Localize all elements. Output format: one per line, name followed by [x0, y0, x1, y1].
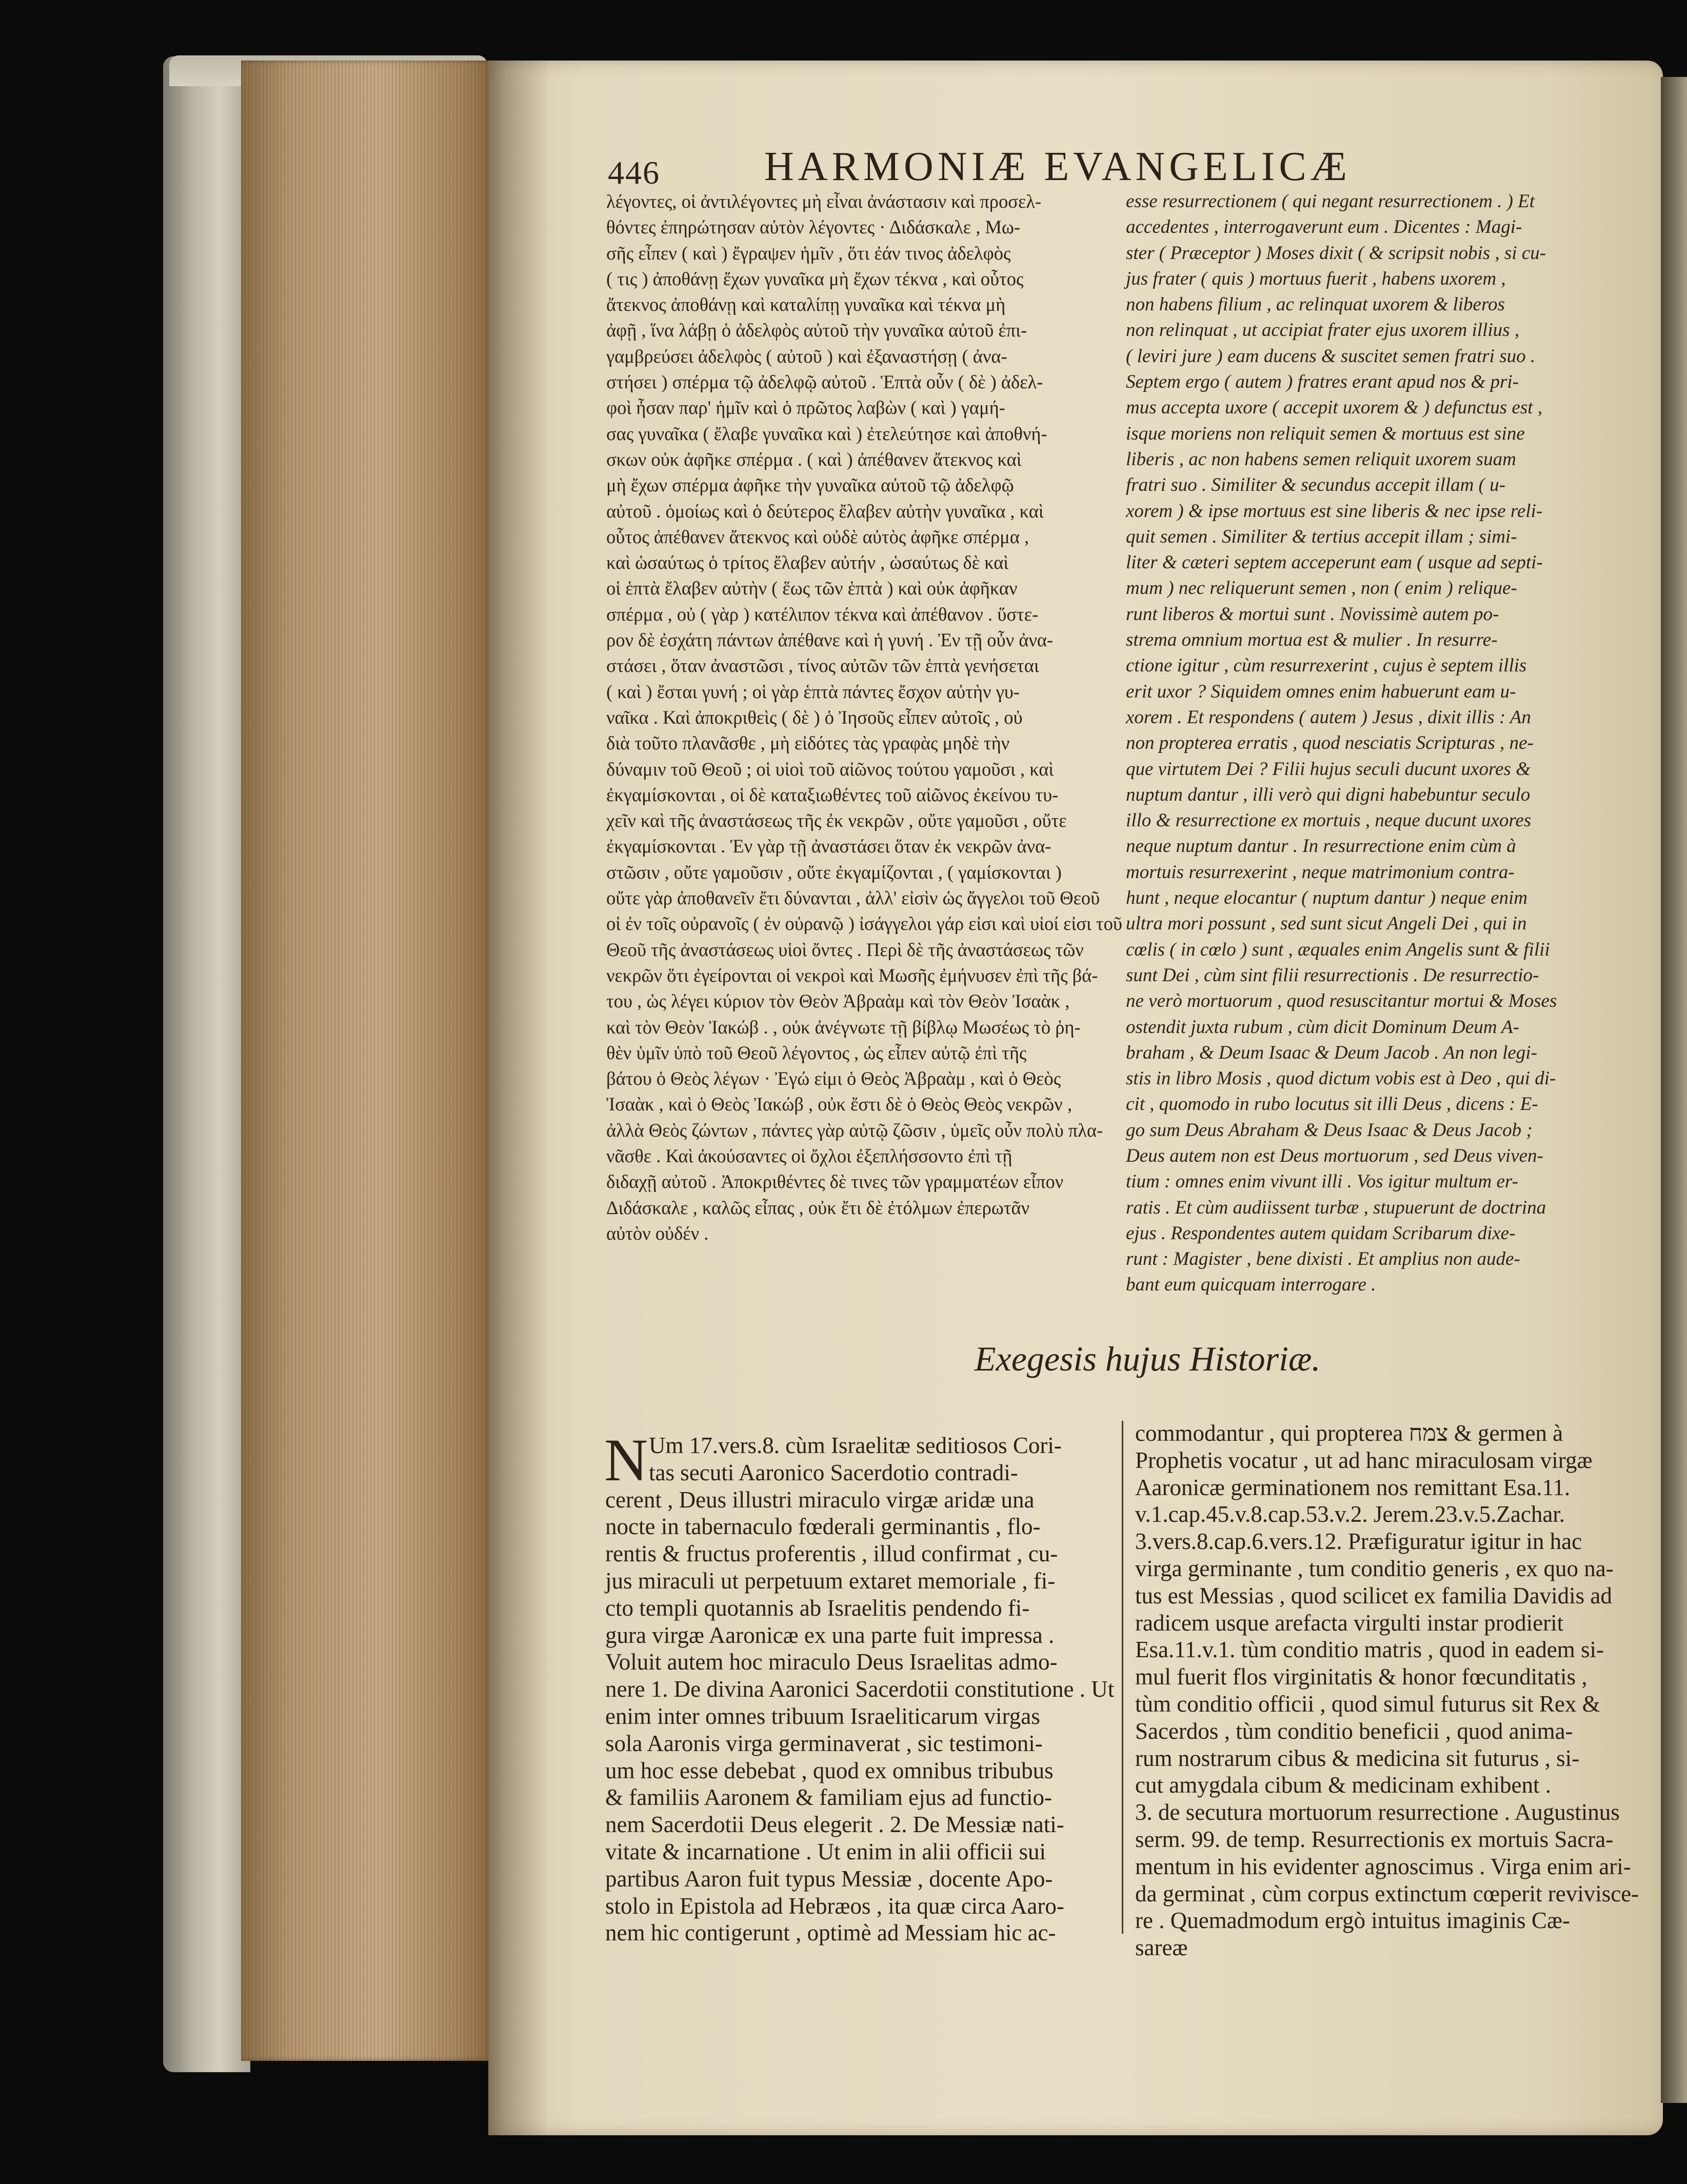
- latin-text-line: ejus . Respondentes autem quidam Scribarum dixe-: [1126, 1222, 1516, 1244]
- greek-text-line: ἐκγαμίσκονται . Ἐν γὰρ τῇ ἀναστάσει ὅταν ἐκ νεκρῶν ἀνα-: [606, 836, 1051, 857]
- latin-text-line: Septem ergo ( autem ) fratres erant apud nos & pri-: [1126, 371, 1519, 393]
- exegesis-left-line: um hoc esse debebat , quod ex omnibus tribubus: [605, 1757, 1054, 1783]
- latin-text-line: xorem ) & ipse mortuus est sine liberis & nec ipse reli-: [1126, 500, 1543, 522]
- latin-text-line: accedentes , interrogaverunt eum . Dicentes : Magi-: [1126, 216, 1522, 238]
- exegesis-right-line: serm. 99. de temp. Resurrectionis ex mortuis Sacra-: [1135, 1826, 1614, 1852]
- latin-text-line: mum ) nec reliquerunt semen , non ( enim ) relique-: [1126, 578, 1517, 599]
- exegesis-left-line: stolo in Epistola ad Hebræos , ita quæ circa Aaro-: [605, 1893, 1064, 1919]
- exegesis-right-line: tùm conditio officii , quod simul futurus sit Rex &: [1135, 1691, 1600, 1717]
- latin-text-line: illo & resurrectione ex mortuis , neque ducunt uxores: [1126, 810, 1532, 831]
- exegesis-left-line: nem hic contigerunt , optimè ad Messiam hic ac-: [605, 1920, 1056, 1946]
- greek-text-line: στάσει , ὅταν ἀναστῶσι , τίνος αὐτῶν τῶν ἑπτὰ γενήσεται: [606, 655, 1039, 677]
- latin-text-line: non habens filium , ac relinquat uxorem & liberos: [1126, 294, 1505, 315]
- greek-text-line: ( τις ) ἀποθάνῃ ἔχων γυναῖκα μὴ ἔχων τέκνα , καὶ οὗτος: [606, 268, 1024, 289]
- greek-text-line: νᾶσθε . Καὶ ἀκούσαντες οἱ ὄχλοι ἐξεπλήσσοντο ἐπὶ τῇ: [606, 1145, 1013, 1166]
- greek-text-line: Θεοῦ τῆς ἀναστάσεως υἱοὶ ὄντες . Περὶ δὲ τῆς ἀναστάσεως τῶν: [606, 939, 1084, 960]
- latin-text-line: liberis , ac non habens semen reliquit uxorem suam: [1126, 448, 1516, 470]
- drop-cap: N: [604, 1426, 648, 1494]
- exegesis-left-line: partibus Aaron fuit typus Messiæ , docente Apo-: [605, 1865, 1053, 1892]
- exegesis-right-line: 3. de secutura mortuorum resurrectione . Augustinus: [1135, 1799, 1620, 1825]
- greek-text-line: σκων οὐκ ἀφῆκε σπέρμα . ( καὶ ) ἀπέθανεν ἄτεκνος καὶ: [606, 448, 1022, 470]
- exegesis-left-line: nem Sacerdotii Deus elegerit . 2. De Messiæ nati-: [605, 1812, 1064, 1838]
- latin-text-line: quit semen . Similiter & tertius accepit illam ; simi-: [1126, 526, 1517, 547]
- latin-text-line: mortuis resurrexerint , neque matrimonium contra-: [1126, 861, 1515, 883]
- exegesis-right-line: sareæ: [1135, 1935, 1188, 1961]
- greek-text-line: του , ὡς λέγει κύριον τὸν Θεὸν Ἀβραὰμ καὶ τὸν Θεὸν Ἰσαὰκ ,: [606, 990, 1070, 1012]
- exegesis-left-line: rentis & fructus proferentis , illud confirmat , cu-: [605, 1541, 1058, 1567]
- greek-text-line: διδαχῇ αὐτοῦ . Ἀποκριθέντες δὲ τινες τῶν γραμματέων εἶπον: [606, 1171, 1064, 1193]
- greek-text-line: οὗτος ἀπέθανεν ἄτεκνος καὶ οὐδὲ αὐτὸς ἀφῆκε σπέρμα ,: [606, 526, 1029, 547]
- latin-text-line: ( leviri jure ) eam ducens & suscitet semen fratri suo .: [1126, 345, 1536, 367]
- latin-text-line: sunt Dei , cùm sint filii resurrectionis . De resurrectio-: [1126, 964, 1539, 986]
- greek-text-line: ναῖκα . Καὶ ἀποκριθεὶς ( δὲ ) ὁ Ἰησοῦς εἶπεν αὐτοῖς , οὐ: [606, 706, 1023, 728]
- exegesis-right-line: re . Quemadmodum ergò intuitus imaginis Cæ-: [1135, 1908, 1570, 1934]
- latin-text-line: runt : Magister , bene dixisti . Et amplius non aude-: [1126, 1248, 1520, 1270]
- greek-text-line: σας γυναῖκα ( ἔλαβε γυναῖκα καὶ ) ἐτελεύτησε καὶ ἀποθνή-: [606, 423, 1047, 444]
- exegesis-right-column: [1135, 1420, 1639, 1961]
- exegesis-left-line: & familiis Aaronem & familiam ejus ad functio-: [605, 1784, 1053, 1811]
- latin-text-line: isque moriens non reliquit semen & mortuus est sine: [1126, 423, 1525, 444]
- latin-text-column: [1126, 189, 1639, 1298]
- exegesis-right-line: virga germinante , tum conditio generis , ex quo na-: [1135, 1555, 1614, 1581]
- exegesis-right-line: Aaronicæ germinationem nos remittant Esa.11.: [1135, 1474, 1571, 1500]
- greek-text-line: ἄτεκνος ἀποθάνῃ καὶ καταλίπῃ γυναῖκα καὶ τέκνα μὴ: [606, 294, 1006, 315]
- facing-page-edge: [1661, 77, 1687, 2103]
- exegesis-left-line: nere 1. De divina Aaronici Sacerdotii constitutione . Ut: [605, 1676, 1115, 1702]
- exegesis-left-column: [604, 1426, 1115, 1947]
- exegesis-right-line: tus est Messias , quod scilicet ex familia Davidis ad: [1135, 1582, 1612, 1609]
- latin-text-line: ctione igitur , cùm resurrexerint , cujus è septem illis: [1126, 655, 1527, 677]
- latin-text-line: ster ( Præceptor ) Moses dixit ( & scripsit nobis , si cu-: [1126, 242, 1546, 264]
- exegesis-right-line: cut amygdala cibum & medicinam exhibent .: [1135, 1772, 1552, 1798]
- exegesis-right-line: Sacerdos , tùm conditio beneficii , quod anima-: [1135, 1718, 1573, 1744]
- greek-text-line: ( καὶ ) ἔσται γυνή ; οἱ γὰρ ἑπτὰ πάντες ἔσχον αὐτὴν γυ-: [606, 681, 1020, 702]
- greek-text-line: οἱ ἐν τοῖς οὐρανοῖς ( ἐν οὐρανῷ ) ἰσάγγελοι γάρ εἰσι καὶ υἱοί εἰσι τοῦ: [606, 913, 1122, 935]
- latin-text-line: ostendit juxta rubum , cùm dicit Dominum Deum A-: [1126, 1016, 1519, 1038]
- running-head: HARMONIÆ EVANGELICÆ: [764, 144, 1351, 189]
- exegesis-right-line: Prophetis vocatur , ut ad hanc miraculosam virgæ: [1135, 1447, 1593, 1473]
- latin-text-line: nuptum dantur , illi verò qui digni habebuntur seculo: [1126, 784, 1531, 805]
- exegesis-left-line: cerent , Deus illustri miraculo virgæ aridæ una: [605, 1486, 1035, 1513]
- latin-text-line: liter & cæteri septem acceperunt eam ( usque ad septi-: [1126, 552, 1543, 573]
- latin-text-line: mus accepta uxore ( accepit uxorem & ) defunctus est ,: [1126, 397, 1543, 419]
- exegesis-left-line: tas secuti Aaronico Sacerdotio contradi-: [649, 1459, 1018, 1485]
- latin-text-line: non relinquat , ut accipiat frater ejus uxorem illius ,: [1126, 320, 1519, 341]
- greek-text-line: λέγοντες, οἱ ἀντιλέγοντες μὴ εἶναι ἀνάστασιν καὶ προσελ-: [606, 191, 1042, 212]
- latin-text-line: runt liberos & mortui sunt . Novissimè autem po-: [1126, 603, 1499, 625]
- latin-text-line: stis in libro Mosis , quod dictum vobis est à Deo , qui di-: [1126, 1068, 1556, 1089]
- exegesis-right-line: da germinat , cùm corpus extinctum cœperit revivisce-: [1135, 1880, 1639, 1907]
- greek-text-line: βάτου ὁ Θεὸς λέγων · Ἐγώ εἰμι ὁ Θεὸς Ἀβραὰμ , καὶ ὁ Θεὸς: [606, 1068, 1061, 1089]
- exegesis-right-line: commodantur , qui propterea צמח & germen à: [1135, 1420, 1563, 1446]
- greek-text-line: νεκρῶν ὅτι ἐγείρονται οἱ νεκροὶ καὶ Μωσῆς ἐμήνυσεν ἐπὶ τῆς βά-: [606, 964, 1098, 986]
- exegesis-right-line: radicem usque arefacta virgulti instar prodierit: [1135, 1610, 1564, 1636]
- exegesis-heading: Exegesis hujus Historiæ.: [975, 1339, 1321, 1378]
- latin-text-line: bant eum quicquam interrogare .: [1126, 1274, 1376, 1296]
- greek-text-line: Ἰσαὰκ , καὶ ὁ Θεὸς Ἰακώβ , οὐκ ἔστι δὲ ὁ Θεὸς Θεὸς νεκρῶν ,: [606, 1094, 1072, 1115]
- exegesis-right-line: Esa.11.v.1. tùm conditio matris , quod in eadem si-: [1135, 1637, 1604, 1663]
- latin-text-line: braham , & Deum Isaac & Deum Jacob . An non legi-: [1126, 1042, 1537, 1063]
- latin-text-line: cœlis ( in cœlo ) sunt , æquales enim Angelis sunt & filii: [1126, 939, 1550, 960]
- exegesis-left-line: vitate & incarnatione . Ut enim in alii officii sui: [605, 1838, 1046, 1864]
- exegesis-left-line: jus miraculi ut perpetuum extaret memoriale , fi-: [605, 1567, 1056, 1594]
- latin-text-line: fratri suo . Similiter & secundus accepit illam ( u-: [1126, 474, 1505, 496]
- page-edges: [241, 61, 492, 2061]
- greek-text-line: στήσει ) σπέρμα τῷ ἀδελφῷ αὐτοῦ . Ἑπτὰ οὖν ( δὲ ) ἀδελ-: [606, 371, 1043, 393]
- greek-text-line: αὐτοῦ . ὁμοίως καὶ ὁ δεύτερος ἔλαβεν αὐτὴν γυναῖκα , καὶ: [606, 500, 1044, 522]
- greek-text-line: Διδάσκαλε , καλῶς εἶπας , οὐκ ἔτι δὲ ἐτόλμων ἐπερωτᾶν: [606, 1197, 1030, 1218]
- exegesis-left-line: enim inter omnes tribuum Israeliticarum virgas: [605, 1703, 1040, 1729]
- exegesis-left-line: Um 17.vers.8. cùm Israelitæ seditiosos Cori-: [649, 1433, 1062, 1458]
- latin-text-line: tium : omnes enim vivunt illi . Vos igitur multum er-: [1126, 1171, 1518, 1193]
- latin-text-line: ultra mori possunt , sed sunt sicut Angeli Dei , qui in: [1126, 913, 1527, 935]
- latin-text-line: non propterea erratis , quod nesciatis Scripturas , ne-: [1126, 732, 1534, 754]
- greek-text-line: θόντες ἐπηρώτησαν αὐτὸν λέγοντες · Διδάσκαλε , Μω-: [606, 216, 1021, 238]
- exegesis-left-line: nocte in tabernaculo fœderali germinantis , flo-: [605, 1514, 1041, 1540]
- latin-text-line: ratis . Et cùm audiissent turbæ , stupuerunt de doctrina: [1126, 1197, 1546, 1218]
- greek-text-line: φοὶ ἦσαν παρ' ἡμῖν καὶ ὁ πρῶτος λαβὼν ( καὶ ) γαμή-: [606, 397, 1005, 419]
- book-cover: [163, 56, 250, 2072]
- greek-text-line: οὔτε γὰρ ἀποθανεῖν ἔτι δύνανται , ἀλλ' εἰσὶν ὡς ἄγγελοι τοῦ Θεοῦ: [606, 887, 1100, 909]
- greek-text-line: μὴ ἔχων σπέρμα ἀφῆκε τὴν γυναῖκα αὐτοῦ τῷ ἀδελφῷ: [606, 474, 1014, 496]
- page-number: 446: [608, 154, 660, 191]
- greek-text-line: οἱ ἑπτὰ ἔλαβεν αὐτὴν ( ἕως τῶν ἑπτὰ ) καὶ οὐκ ἀφῆκαν: [606, 578, 1018, 599]
- exegesis-left-line: Voluit autem hoc miraculo Deus Israelitas admo-: [605, 1649, 1058, 1675]
- latin-text-line: xorem . Et respondens ( autem ) Jesus , dixit illis : An: [1126, 706, 1531, 728]
- greek-text-line: ρον δὲ ἐσχάτη πάντων ἀπέθανε καὶ ἡ γυνή . Ἐν τῇ οὖν ἀνα-: [606, 629, 1054, 651]
- latin-text-line: ne verò mortuorum , quod resuscitantur mortui & Moses: [1126, 990, 1557, 1012]
- exegesis-left-line: gura virgæ Aaronicæ ex una parte fuit impressa .: [605, 1622, 1055, 1648]
- greek-text-line: δύναμιν τοῦ Θεοῦ ; οἱ υἱοὶ τοῦ αἰῶνος τούτου γαμοῦσι , καὶ: [606, 758, 1054, 780]
- greek-text-line: χεῖν καὶ τῆς ἀναστάσεως τῆς ἐκ νεκρῶν , οὔτε γαμοῦσι , οὔτε: [606, 810, 1067, 831]
- greek-text-line: ἐκγαμίσκονται , οἱ δὲ καταξιωθέντες τοῦ αἰῶνος ἐκείνου τυ-: [606, 784, 1059, 805]
- latin-text-line: neque nuptum dantur . In resurrectione enim cùm à: [1126, 836, 1516, 857]
- latin-text-line: jus frater ( quis ) mortuus fuerit , habens uxorem ,: [1126, 268, 1506, 289]
- column-rule: [1122, 1421, 1123, 1934]
- exegesis-right-line: mentum in his evidenter agnoscimus . Virga enim ari-: [1135, 1853, 1631, 1879]
- latin-text-line: esse resurrectionem ( qui negant resurrectionem . ) Et: [1126, 191, 1535, 212]
- latin-text-line: que virtutem Dei ? Filii hujus seculi ducunt uxores &: [1126, 758, 1531, 780]
- exegesis-right-line: rum nostrarum cibus & medicina sit futurus , si-: [1135, 1745, 1580, 1771]
- greek-text-line: σπέρμα , οὐ ( γὰρ ) κατέλιπον τέκνα καὶ ἀπέθανον . ὕστε-: [606, 603, 1039, 625]
- exegesis-right-line: v.1.cap.45.v.8.cap.53.v.2. Jerem.23.v.5.Zachar.: [1135, 1501, 1565, 1527]
- gutter-shadow: [488, 61, 550, 2135]
- latin-text-line: cit , quomodo in rubo locutus sit illi Deus , dicens : E-: [1126, 1094, 1538, 1115]
- latin-text-line: strema omnium mortua est & mulier . In resurre-: [1126, 629, 1498, 651]
- latin-text-line: erit uxor ? Siquidem omnes enim habuerunt eam u-: [1126, 681, 1516, 702]
- greek-text-line: ἀφῇ , ἵνα λάβῃ ὁ ἀδελφὸς αὐτοῦ τὴν γυναῖκα αὐτοῦ ἐπι-: [606, 320, 1027, 341]
- exegesis-right-line: mul fuerit flos virginitatis & honor fœcunditatis ,: [1135, 1664, 1587, 1690]
- exegesis-left-line: cto templi quotannis ab Israelitis pendendo fi-: [605, 1595, 1030, 1621]
- greek-text-line: γαμβρεύσει ἀδελφὸς ( αὐτοῦ ) καὶ ἐξαναστήσῃ ( ἀνα-: [606, 345, 1007, 367]
- exegesis-left-line: sola Aaronis virga germinaverat , sic testimoni-: [605, 1730, 1043, 1756]
- latin-text-line: hunt , neque elocantur ( nuptum dantur ) neque enim: [1126, 887, 1528, 909]
- greek-text-line: καὶ τὸν Θεὸν Ἰακώβ . , οὐκ ἀνέγνωτε τῇ βίβλῳ Μωσέως τὸ ῥη-: [606, 1016, 1081, 1038]
- greek-text-line: θὲν ὑμῖν ὑπὸ τοῦ Θεοῦ λέγοντος , ὡς εἶπεν αὐτῷ ἐπὶ τῆς: [606, 1042, 1027, 1063]
- greek-text-line: διὰ τοῦτο πλανᾶσθε , μὴ εἰδότες τὰς γραφὰς μηδὲ τὴν: [606, 732, 1010, 754]
- latin-text-line: Deus autem non est Deus mortuorum , sed Deus viven-: [1126, 1145, 1543, 1166]
- greek-text-line: στῶσιν , οὔτε γαμοῦσιν , οὔτε ἐκγαμίζονται , ( γαμίσκονται ): [606, 861, 1062, 883]
- greek-text-line: σῆς εἶπεν ( καὶ ) ἔγραψεν ἡμῖν , ὅτι ἐάν τινος ἀδελφὸς: [606, 242, 1011, 264]
- greek-text-line: αὐτὸν οὐδέν .: [606, 1222, 709, 1244]
- greek-text-line: ἀλλὰ Θεὸς ζώντων , πάντες γὰρ αὐτῷ ζῶσιν , ὑμεῖς οὖν πολὺ πλα-: [606, 1119, 1103, 1141]
- latin-text-line: go sum Deus Abraham & Deus Isaac & Deus Jacob ;: [1126, 1119, 1533, 1141]
- exegesis-right-line: 3.vers.8.cap.6.vers.12. Præfiguratur igitur in hac: [1135, 1528, 1582, 1555]
- greek-text-line: καὶ ὡσαύτως ὁ τρίτος ἔλαβεν αὐτήν , ὡσαύτως δὲ καὶ: [606, 552, 1009, 573]
- greek-text-column: [606, 189, 1124, 1246]
